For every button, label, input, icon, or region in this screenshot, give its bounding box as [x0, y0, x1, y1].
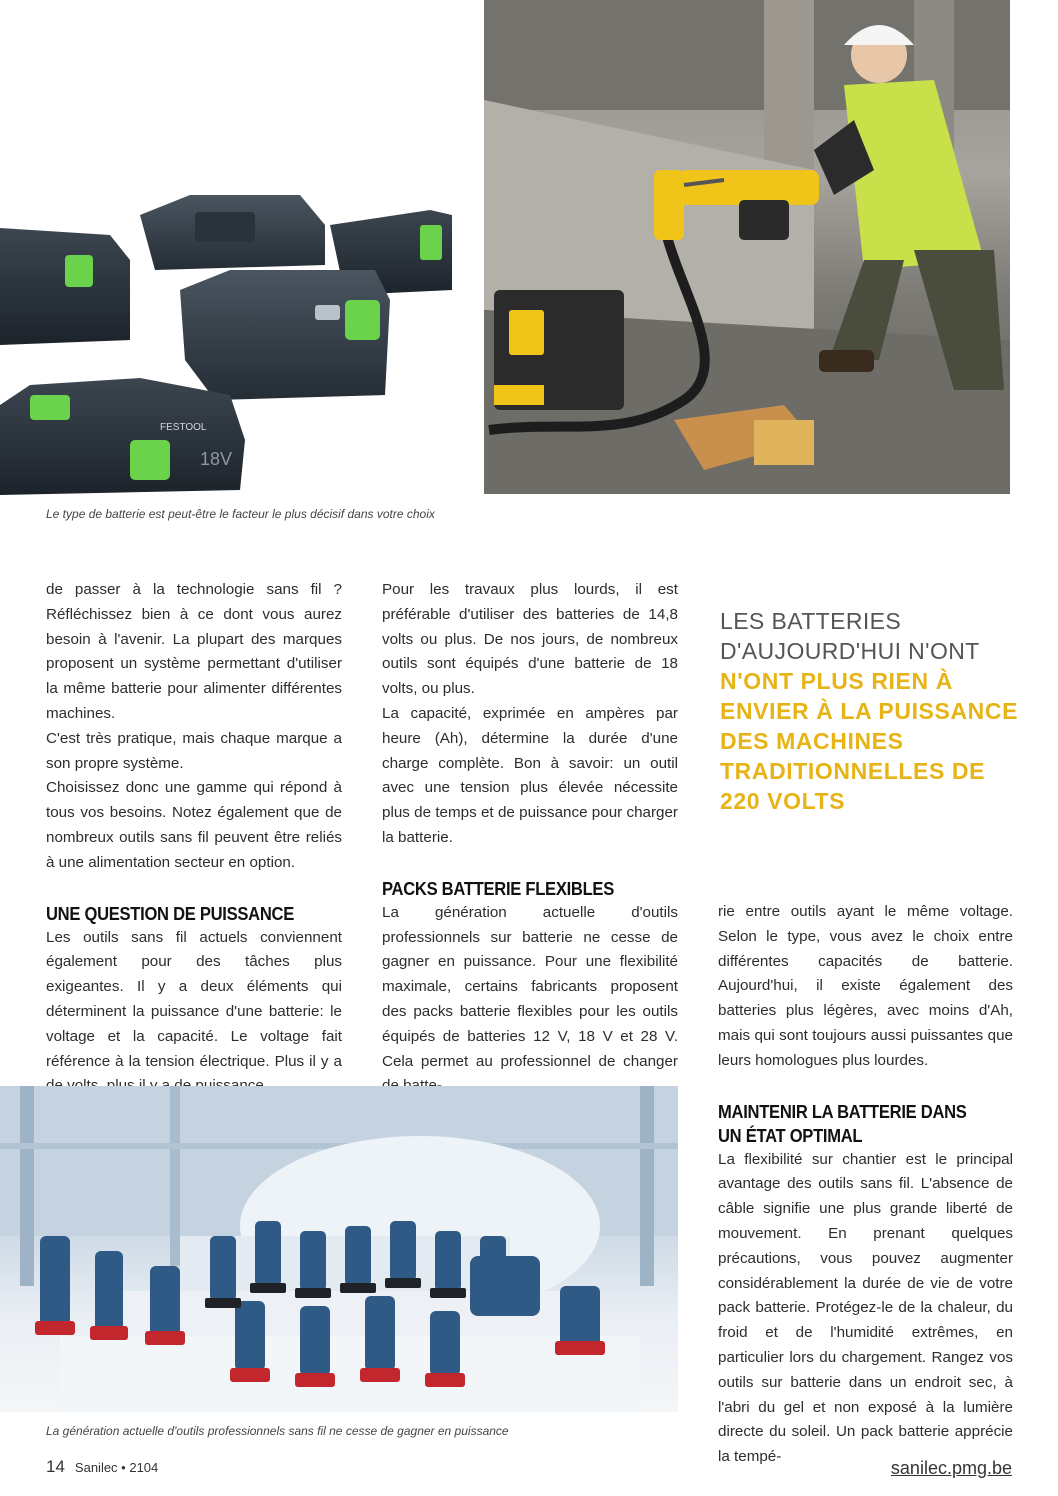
text-column-3: [718, 900, 1013, 1470]
publication-issue: Sanilec • 2104: [74, 1460, 159, 1475]
page-footer-info: [46, 1457, 158, 1477]
worker-drilling-photo: [484, 0, 1010, 494]
text-column-2: [382, 578, 678, 1099]
bottom-photo-caption: La génération actuelle d'outils professionnels sans fil ne cesse de gagner en puissance: [46, 1424, 509, 1438]
cordless-tools-illustration: [0, 1086, 678, 1412]
pull-quote: [720, 606, 1020, 816]
column2-paragraph-3: La génération actuelle d'outils professionnels sur batterie ne cesse de gagner en puissance. Pour une flexibilité maximale, certains fabricants proposent des packs batterie flexibles pour les outils équipés de batteries 12 V, 18 V et 28 V. Cela permet au professionnel de changer: [382, 903, 678, 1070]
heading-question-de-puissance: UNE QUESTION DE PUISSANCE: [46, 903, 294, 924]
svg-text:FESTOOL: FESTOOL: [160, 422, 207, 433]
heading-maintenir-batterie: MAINTENIR LA BATTERIE DANS UN ÉTAT OPTIMAL: [718, 1101, 967, 1146]
cordless-tools-photo: [0, 1086, 678, 1412]
column1-paragraph-4: Les outils sans fil actuels conviennent également pour des tâches plus exigeantes. Il y a deux éléments qui déterminent la puissance d'une batterie: le voltage et la capacité. Le voltage fait référence à la tension électrique. Plus il y a: [46, 928, 342, 1070]
column3-paragraph-2: La flexibilité sur chantier est le principal avantage des outils sans fil. L'absence de câble signifie une plus grande liberté de mouvement. En prenant quelques précautions, vous pouvez augmenter considérablement la durée de vie de votre pack batterie. Protégez-le de la chaleur, du froid et de l'humidité extrêmes, en particulier lors du chargement. Rangez vos outils sur batterie dans un endroit sec, à l'abri du gel et non exposé à la lumière directe du soleil. Un pack batterie apprécie la tempé-: [718, 1150, 1013, 1466]
text-column-1: [46, 578, 342, 1099]
column1-paragraph-1: de passer à la technologie sans fil ? Réfléchissez bien à ce dont vous aurez besoin à l'avenir. La plupart des marques proposent un système permettant d'utiliser la même batterie pour alimenter différentes machines.: [46, 581, 342, 722]
pull-quote-intro: LES BATTERIES D'AUJOURD'HUI N'ONT: [720, 608, 980, 664]
column2-paragraph-1: Pour les travaux plus lourds, il est préférable d'utiliser des batteries de 14,8 volts ou plus. De nos jours, de nombreux outils sont équipés d'une batterie de 18 volts, ou plus.: [382, 581, 678, 698]
heading-packs-batterie: PACKS BATTERIE FLEXIBLES: [382, 878, 614, 899]
svg-text:18V: 18V: [200, 449, 233, 469]
column3-paragraph-1: rie entre outils ayant le même voltage. Selon le type, vous avez le choix entre différentes capacités de batterie. Aujourd'hui, il existe également des batteries plus légères, avec moins d'Ah, mais qui sont toujours aussi puissantes que leurs homologues plus lourdes.: [718, 903, 1013, 1069]
column1-paragraph-3: Choisissez donc une gamme qui répond à tous vos besoins. Notez également que de nombreux outils sans fil peuvent être reliés à une alimentation secteur en option.: [46, 779, 342, 871]
worker-drilling-illustration: [484, 0, 1010, 494]
battery-packs-photo: [0, 0, 452, 500]
website-link[interactable]: sanilec.pmg.be: [890, 1458, 1012, 1478]
column2-paragraph-2: La capacité, exprimée en ampères par heure (Ah), détermine la durée d'une charge complète. Bon à savoir: un outil avec une tension plus élevée nécessite plus de temps et de puissance pour charger la batterie.: [382, 704, 678, 846]
top-photo-caption: Le type de batterie est peut-être le facteur le plus décisif dans votre choix: [46, 507, 435, 521]
page-number: 14: [46, 1457, 65, 1476]
pull-quote-highlight: N'ONT PLUS RIEN À ENVIER À LA PUISSANCE DES MACHINES TRADITIONNELLES DE 220 VOLTS: [720, 668, 1019, 814]
battery-packs-illustration: [0, 0, 452, 500]
column1-paragraph-2: C'est très pratique, mais chaque marque a son propre système.: [46, 729, 342, 772]
